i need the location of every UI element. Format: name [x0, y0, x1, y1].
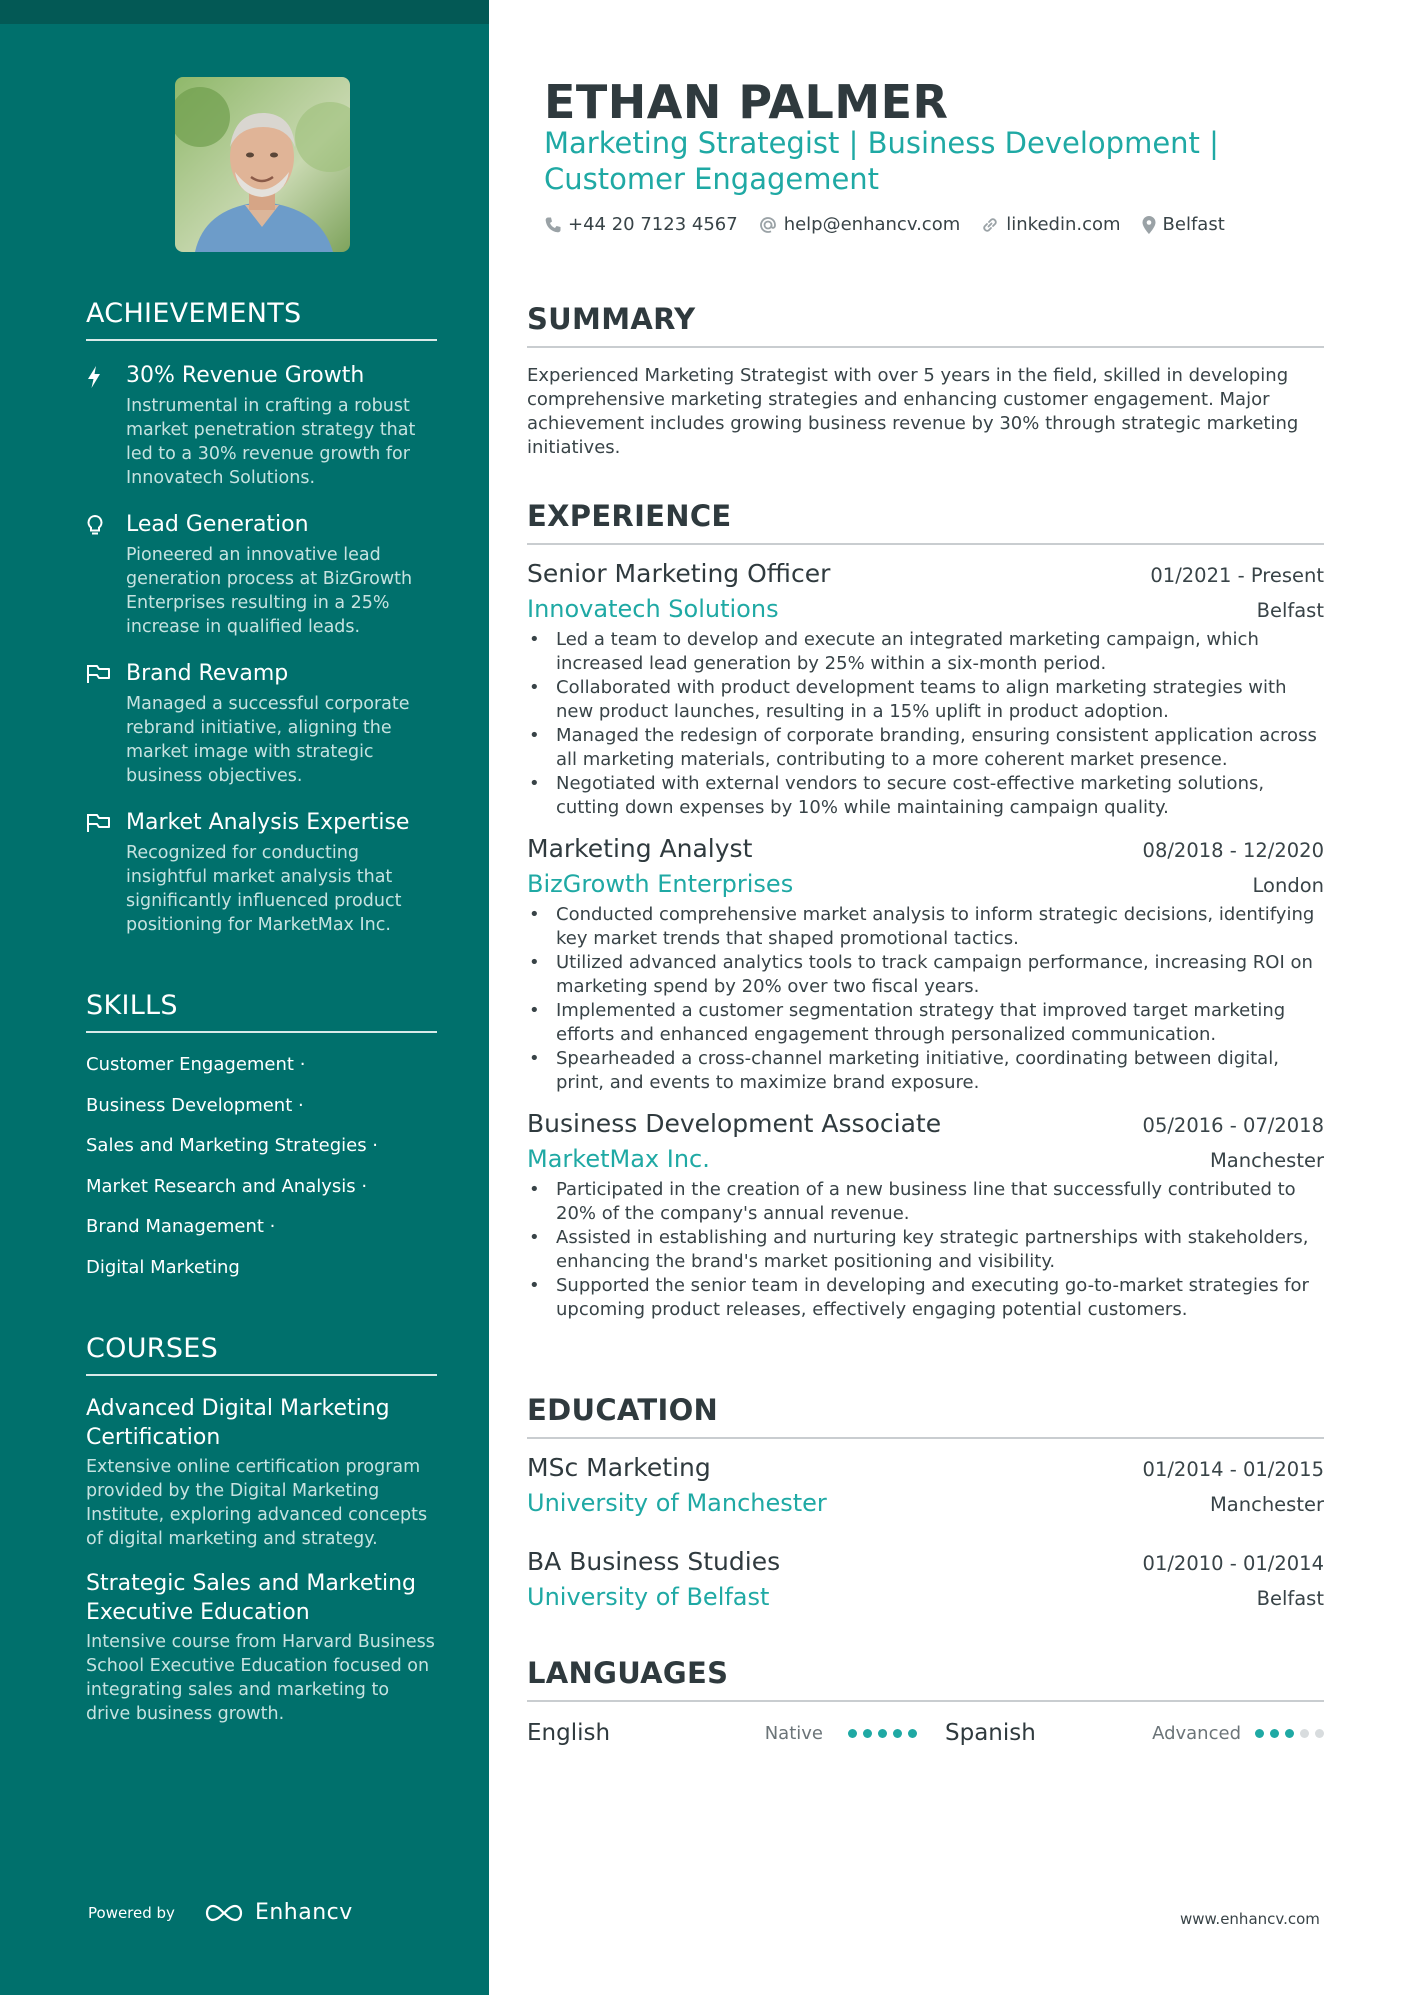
powered-by — [88, 1900, 353, 1925]
school-name: University of Manchester — [527, 1489, 827, 1517]
job-dates: 05/2016 - 07/2018 — [1142, 1114, 1324, 1137]
course-description: Extensive online certification program provided by the Digital Marketing Institute, exploring advanced concepts of digital marketing and strategy. — [86, 1457, 428, 1549]
rating-dot-filled — [848, 1729, 857, 1738]
job-bullet: • Implemented a customer segmentation strategy that improved target marketing efforts and enhanced engagement through personalized communication. — [527, 999, 1324, 1047]
rating-dot-empty — [1315, 1729, 1324, 1738]
languages-section — [527, 1656, 1324, 1746]
email-text: help@enhancv.com — [783, 214, 961, 235]
achievements-section — [86, 298, 437, 957]
achievement-item — [86, 361, 437, 490]
course-description: Intensive course from Harvard Business School Executive Education focused on integrating sales and marketing to drive business growth. — [86, 1632, 435, 1724]
profile-photo — [175, 77, 350, 252]
link-icon — [980, 215, 1000, 235]
rating-dot-filled — [1255, 1729, 1264, 1738]
education-entry — [527, 1545, 1324, 1615]
phone-text: +44 20 7123 4567 — [568, 214, 738, 235]
language-level: Native — [764, 1722, 823, 1744]
website-text: linkedin.com — [1006, 214, 1121, 235]
job-location: Belfast — [1256, 599, 1324, 622]
language-name: Spanish — [945, 1720, 1036, 1746]
location-pin-icon — [1141, 215, 1157, 235]
language-rating — [1249, 1729, 1324, 1738]
courses-heading: COURSES — [86, 1333, 437, 1376]
achievement-item — [86, 510, 437, 639]
education-location: Manchester — [1209, 1493, 1324, 1516]
education-location: Belfast — [1256, 1587, 1324, 1610]
rating-dot-filled — [908, 1729, 917, 1738]
experience-heading: EXPERIENCE — [527, 499, 1324, 545]
job-bullet: • Supported the senior team in developing and executing go-to-market strategies for upcoming product releases, effectively engaging potential customers. — [527, 1274, 1324, 1322]
skills-heading: SKILLS — [86, 990, 437, 1033]
infinity-logo-icon — [201, 1901, 247, 1925]
rating-dot-filled — [878, 1729, 887, 1738]
job-entry — [527, 557, 1324, 820]
at-sign-icon — [758, 215, 778, 235]
job-company: Innovatech Solutions — [527, 595, 779, 623]
job-location: Manchester — [1209, 1149, 1324, 1172]
bolt-icon — [86, 365, 102, 389]
achievement-title: Brand Revamp — [126, 661, 289, 686]
summary-text: Experienced Marketing Strategist with over 5 years in the field, skilled in developing comprehensive marketing strategies and enhancing customer engagement. Major achievement includes growing business revenue by 30% through strategic marketing initiatives. — [527, 365, 1299, 458]
course-title: Advanced Digital Marketing Certification — [86, 1396, 390, 1450]
skill-item: Brand Management · — [86, 1216, 276, 1237]
job-bullet: • Spearheaded a cross-channel marketing initiative, coordinating between digital, print, and events to maximize brand exposure. — [527, 1047, 1324, 1095]
skill-item: Market Research and Analysis · — [86, 1175, 368, 1197]
phone-icon — [544, 216, 562, 234]
flag-icon — [86, 812, 112, 834]
course-item — [86, 1569, 437, 1726]
job-entry — [527, 1107, 1324, 1322]
powered-by-label: Powered by — [88, 1903, 175, 1922]
language-level: Advanced — [1152, 1722, 1241, 1744]
languages-heading: LANGUAGES — [527, 1656, 1324, 1702]
achievement-title: Lead Generation — [126, 512, 309, 537]
job-bullets — [527, 903, 1324, 1095]
brand-name: Enhancv — [254, 1900, 353, 1925]
achievement-description: Pioneered an innovative lead generation process at BizGrowth Enterprises resulting in a 25% increase in qualified leads. — [126, 545, 413, 637]
achievement-title: 30% Revenue Growth — [126, 363, 365, 388]
education-section — [527, 1393, 1324, 1615]
courses-section — [86, 1333, 437, 1726]
job-bullet: • Led a team to develop and execute an integrated marketing campaign, which increased lead generation by 25% within a six-month period. — [527, 628, 1324, 676]
achievement-item — [86, 659, 437, 788]
skill-item: Sales and Marketing Strategies · — [86, 1135, 379, 1156]
school-name: University of Belfast — [527, 1583, 770, 1611]
job-location: London — [1252, 874, 1324, 897]
course-item — [86, 1394, 437, 1551]
rating-dot-filled — [1285, 1729, 1294, 1738]
candidate-name: ETHAN PALMER — [544, 75, 949, 129]
language-rating — [842, 1729, 917, 1738]
sidebar — [0, 0, 489, 1995]
contact-email[interactable] — [758, 214, 961, 235]
language-item — [527, 1720, 917, 1746]
enhancv-logo[interactable] — [201, 1900, 353, 1925]
location-text: Belfast — [1162, 214, 1225, 235]
flag-icon — [86, 663, 112, 685]
skill-item: Customer Engagement · — [86, 1054, 306, 1075]
job-bullet: • Managed the redesign of corporate branding, ensuring consistent application across all marketing materials, contributing to a more coherent market presence. — [527, 724, 1324, 772]
language-item — [945, 1720, 1324, 1746]
candidate-headline: Marketing Strategist | Business Development | Customer Engagement — [544, 126, 1219, 196]
job-bullet: • Utilized advanced analytics tools to track campaign performance, increasing ROI on marketing spend by 20% over two fiscal years. — [527, 951, 1324, 999]
rating-dot-filled — [863, 1729, 872, 1738]
education-dates: 01/2010 - 01/2014 — [1142, 1552, 1324, 1575]
job-dates: 01/2021 - Present — [1150, 564, 1324, 587]
job-title: Marketing Analyst — [527, 834, 753, 863]
job-title: Senior Marketing Officer — [527, 559, 831, 588]
skills-section — [86, 990, 437, 1288]
rating-dot-filled — [893, 1729, 902, 1738]
course-title: Strategic Sales and Marketing Executive Education — [86, 1571, 417, 1625]
job-bullet: • Participated in the creation of a new business line that successfully contributed to 20% of the company's annual revenue. — [527, 1178, 1324, 1226]
degree-title: MSc Marketing — [527, 1453, 711, 1482]
achievement-item — [86, 808, 437, 937]
contact-location — [1141, 214, 1225, 235]
achievement-description: Recognized for conducting insightful market analysis that significantly influenced product positioning for MarketMax Inc. — [126, 843, 402, 935]
rating-dot-filled — [1270, 1729, 1279, 1738]
experience-section — [527, 499, 1324, 1322]
degree-title: BA Business Studies — [527, 1547, 781, 1576]
lightbulb-icon — [86, 514, 104, 538]
job-bullet: • Assisted in establishing and nurturing key strategic partnerships with stakeholders, enhancing the brand's market positioning and visibility. — [527, 1226, 1324, 1274]
job-dates: 08/2018 - 12/2020 — [1142, 839, 1324, 862]
contact-phone[interactable] — [544, 214, 738, 235]
achievement-description: Managed a successful corporate rebrand initiative, aligning the market image with strategic business objectives. — [126, 694, 410, 786]
job-company: BizGrowth Enterprises — [527, 870, 794, 898]
job-bullets — [527, 628, 1324, 820]
achievements-heading: ACHIEVEMENTS — [86, 298, 437, 341]
education-heading: EDUCATION — [527, 1393, 1324, 1439]
education-entry — [527, 1451, 1324, 1521]
rating-dot-empty — [1300, 1729, 1309, 1738]
skill-item: Business Development · — [86, 1094, 304, 1116]
achievement-description: Instrumental in crafting a robust market penetration strategy that led to a 30% revenue growth for Innovatech Solutions. — [126, 396, 416, 488]
education-dates: 01/2014 - 01/2015 — [1142, 1458, 1324, 1481]
job-bullets — [527, 1178, 1324, 1322]
footer-url[interactable]: www.enhancv.com — [1180, 1910, 1320, 1928]
job-company: MarketMax Inc. — [527, 1145, 710, 1173]
job-bullet: • Negotiated with external vendors to secure cost-effective marketing solutions, cutting down expenses by 10% while maintaining campaign quality. — [527, 772, 1324, 820]
contact-bar — [544, 214, 1245, 235]
language-name: English — [527, 1720, 611, 1746]
achievement-title: Market Analysis Expertise — [126, 810, 410, 835]
job-bullet: • Collaborated with product development teams to align marketing strategies with new product launches, resulting in a 15% uplift in product adoption. — [527, 676, 1324, 724]
job-entry — [527, 832, 1324, 1095]
job-bullet: • Conducted comprehensive market analysis to inform strategic decisions, identifying key market trends that shaped promotional tactics. — [527, 903, 1324, 951]
summary-section — [527, 302, 1324, 460]
contact-website[interactable] — [980, 214, 1120, 235]
summary-heading: SUMMARY — [527, 302, 1324, 348]
sidebar-top-band — [0, 0, 489, 24]
skill-item: Digital Marketing — [86, 1256, 240, 1278]
portrait-image — [175, 77, 350, 252]
job-title: Business Development Associate — [527, 1109, 942, 1138]
main-content — [527, 0, 1324, 1995]
